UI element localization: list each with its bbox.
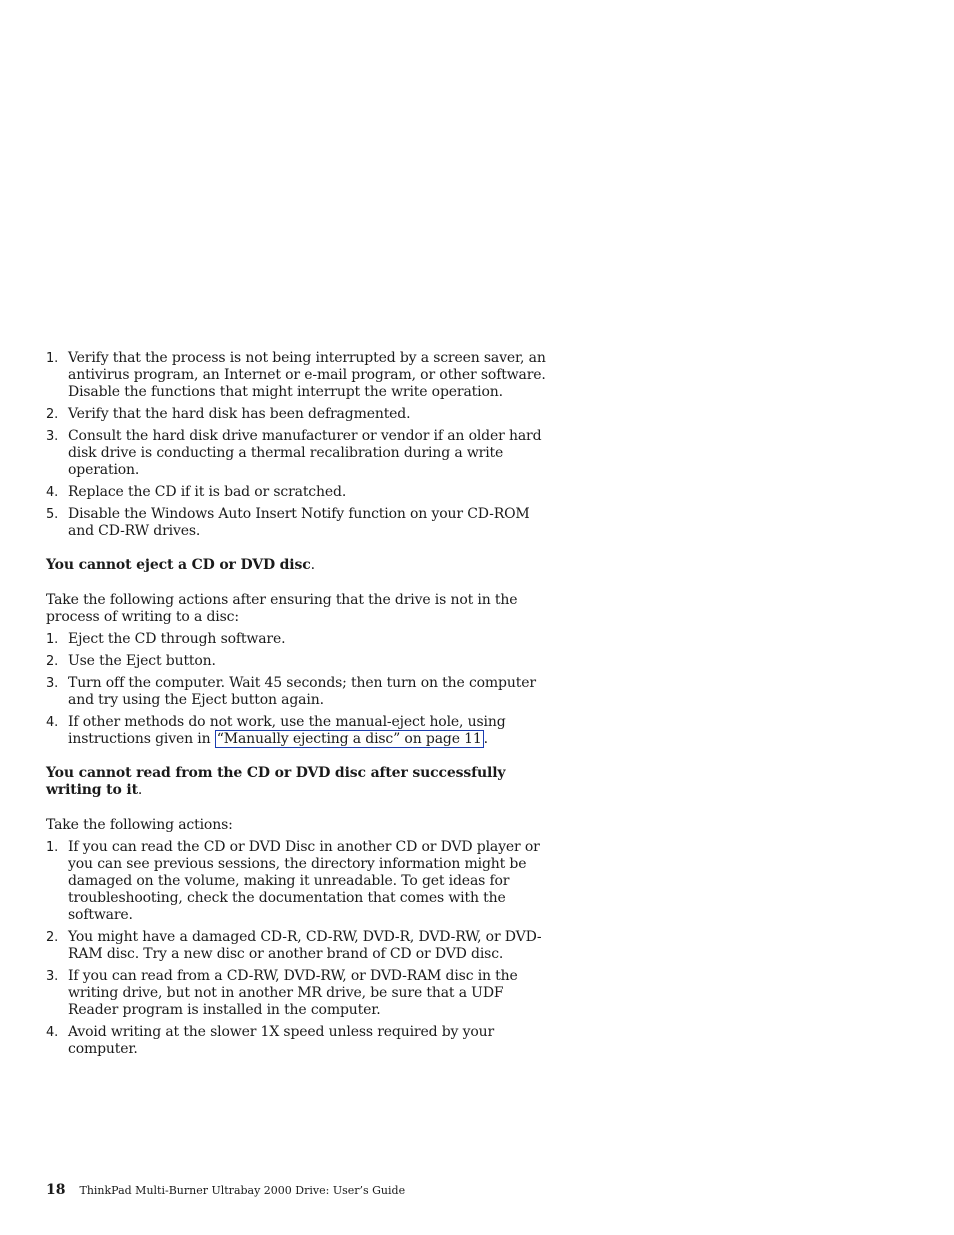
list-number: 2. [46,407,59,422]
list-number: 3. [46,969,59,984]
list-item [46,839,554,924]
list-item-text: If other methods do not work, use the manual-eject hole, using instructions given in [68,714,506,747]
list-number: 1. [46,632,59,647]
list-item [46,714,554,748]
list-number: 1. [46,840,59,855]
eject-heading-punct: . [310,557,315,573]
list-item-text: Eject the CD through software. [68,631,286,647]
list-item [46,484,554,501]
list-number: 2. [46,654,59,669]
list-item-text: If you can read from a CD-RW, DVD-RW, or DVD-RAM disc in the writing drive, but not in another MR drive, be sure that a UDF Reader program is installed in the computer. [68,968,518,1018]
list-number: 2. [46,930,59,945]
list-number: 3. [46,429,59,444]
eject-problem-heading [46,557,554,574]
list-item-text: Use the Eject button. [68,653,216,669]
list-number: 4. [46,1025,59,1040]
list-item [46,631,554,648]
list-item [46,506,554,540]
list-item-text: Replace the CD if it is bad or scratched. [68,484,347,500]
page-number: 18 [46,1182,66,1198]
list-item-text: Turn off the computer. Wait 45 seconds; then turn on the computer and try using the Eject button again. [68,675,536,708]
list-item-text: Verify that the process is not being interrupted by a screen saver, an antivirus program, an Internet or e-mail program, or other software. Disable the functions that might interrupt the write operation. [68,350,546,400]
list-item [46,675,554,709]
list-item-text: If you can read the CD or DVD Disc in another CD or DVD player or you can see previous sessions, the directory information might be damaged on the volume, making it unreadable. To get ideas for troubleshooting, check the documentation that comes with the software. [68,839,540,923]
list-number: 1. [46,351,59,366]
list-item [46,929,554,963]
list-number: 4. [46,485,59,500]
list-item-text: Avoid writing at the slower 1X speed unless required by your computer. [68,1024,495,1057]
read-heading-text: You cannot read from the CD or DVD disc after successfully writing to it [46,765,506,798]
list-item [46,406,554,423]
page-content [46,350,554,1063]
list-item [46,350,554,401]
read-intro: Take the following actions: [46,817,233,833]
document-title: ThinkPad Multi-Burner Ultrabay 2000 Drive: User’s Guide [79,1184,406,1197]
page-footer [46,1181,405,1200]
list-number: 4. [46,715,59,730]
list-item-text: Disable the Windows Auto Insert Notify function on your CD-ROM and CD-RW drives. [68,506,530,539]
list-item [46,968,554,1019]
list-item-text: Consult the hard disk drive manufacturer or vendor if an older hard disk drive is conducting a thermal recalibration during a write operation. [68,428,542,478]
list-item-text-end: . [483,731,488,747]
list-item [46,653,554,670]
list-number: 3. [46,676,59,691]
read-heading-punct: . [137,782,143,798]
list-number: 5. [46,507,59,522]
list-item-text: You might have a damaged CD-R, CD-RW, DVD-R, DVD-RW, or DVD-RAM disc. Try a new disc or another brand of CD or DVD disc. [68,929,542,962]
read-actions-list [46,839,554,1058]
eject-heading-text: You cannot eject a CD or DVD disc [46,557,311,573]
manual-eject-link[interactable]: “Manually ejecting a disc” on page 11 [216,731,482,747]
list-item [46,1024,554,1058]
read-problem-heading [46,765,554,799]
eject-actions-list [46,631,554,748]
list-item-text: Verify that the hard disk has been defragmented. [68,406,411,422]
eject-intro: Take the following actions after ensuring that the drive is not in the process of writing to a disc: [46,592,518,625]
list-item [46,428,554,479]
write-troubleshooting-list [46,350,554,540]
